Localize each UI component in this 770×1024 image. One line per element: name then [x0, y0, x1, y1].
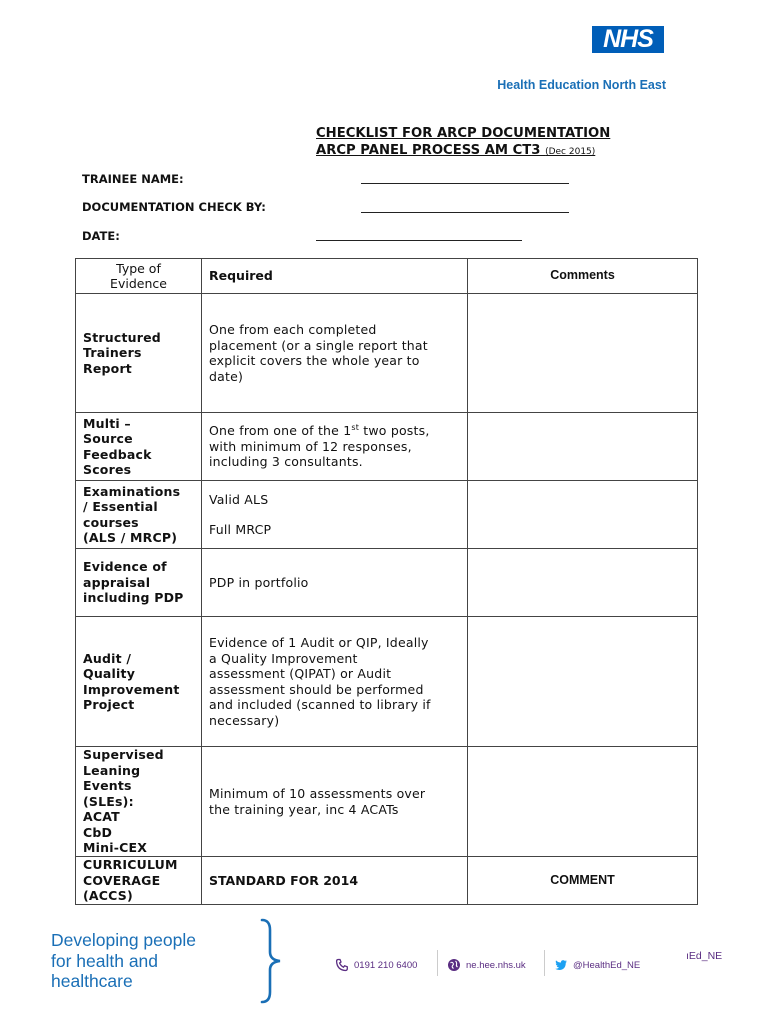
header-comments: Comments [468, 259, 698, 294]
nhs-logo: NHS [592, 26, 664, 53]
required-cell [202, 617, 468, 747]
type-line: Evidence of [83, 559, 167, 575]
phone-contact[interactable] [335, 958, 417, 972]
comments-cell[interactable] [468, 549, 698, 617]
required-line: One from each completed [209, 322, 377, 337]
required-text: One from one of the 1 [209, 423, 352, 439]
type-line: Report [83, 360, 132, 376]
footer-cut-handle: ıEd_NE [686, 950, 723, 962]
comments-cell[interactable] [468, 294, 698, 413]
type-line: including PDP [83, 590, 184, 606]
table-row [76, 413, 698, 481]
required-line: Minimum of 10 assessments over [209, 786, 426, 801]
comment-header-cell: COMMENT [468, 857, 698, 905]
type-line: (SLEs): [83, 793, 134, 809]
table-row-curriculum [76, 857, 698, 905]
trainee-name-label: TRAINEE NAME: [82, 172, 184, 186]
comments-cell[interactable] [468, 617, 698, 747]
table-row [76, 747, 698, 857]
trainee-name-line[interactable] [361, 183, 569, 184]
required-cell [202, 481, 468, 549]
checklist-table [75, 258, 698, 905]
required-line: placement (or a single report that [209, 337, 428, 353]
type-line: Multi – [83, 415, 131, 431]
type-line: Mini-CEX [83, 840, 148, 856]
type-line: CURRICULUM [83, 857, 178, 873]
required-superscript: st [351, 423, 360, 433]
type-line: (ALS / MRCP) [83, 530, 178, 545]
type-line: COVERAGE [83, 872, 161, 888]
title-line-2 [316, 142, 610, 161]
type-cell [76, 549, 202, 617]
type-line: Structured [83, 329, 161, 345]
document-title [316, 125, 610, 161]
type-line: Leaning [83, 762, 141, 778]
footer-divider [437, 950, 438, 976]
header-required: Required [202, 259, 468, 294]
required-line: date) [209, 368, 244, 384]
required-line: PDP in portfolio [209, 574, 309, 590]
tagline-line: healthcare [51, 971, 133, 991]
type-line: Scores [83, 462, 132, 477]
comments-cell[interactable] [468, 747, 698, 857]
table-row [76, 617, 698, 747]
type-line: CbD [83, 824, 113, 840]
type-cell [76, 747, 202, 857]
required-line: Valid ALS [209, 491, 269, 507]
type-cell [76, 413, 202, 481]
type-cell [76, 481, 202, 549]
twitter-icon [554, 958, 568, 972]
required-cell [202, 294, 468, 413]
type-line: / Essential [83, 499, 158, 514]
comments-cell[interactable] [468, 413, 698, 481]
type-line: Trainers [83, 345, 142, 361]
footer-tagline [51, 930, 251, 992]
required-line: Full MRCP [209, 522, 272, 537]
table-row [76, 294, 698, 413]
date-label: DATE: [82, 229, 120, 243]
required-cell [202, 747, 468, 857]
tagline-line: Developing people [51, 930, 196, 950]
standard-cell: STANDARD FOR 2014 [202, 857, 468, 905]
phone-icon [335, 958, 349, 972]
type-cell [76, 294, 202, 413]
phone-text: 0191 210 6400 [354, 959, 418, 971]
footer-divider [544, 950, 545, 976]
org-name: Health Education North East [497, 78, 666, 92]
required-line: with minimum of 12 responses, [209, 438, 412, 454]
documentation-check-line[interactable] [361, 212, 569, 213]
twitter-contact[interactable] [554, 958, 640, 972]
title-line-1: CHECKLIST FOR ARCP DOCUMENTATION [316, 126, 611, 141]
type-line: Examinations [83, 483, 181, 499]
required-line: explicit covers the whole year to [209, 353, 420, 368]
header-type-line1: Type of [116, 260, 161, 276]
required-line: necessary) [209, 712, 280, 728]
required-line: the training year, inc 4 ACATs [209, 801, 399, 817]
table-row [76, 481, 698, 549]
type-line: (ACCS) [83, 888, 133, 904]
comments-cell[interactable] [468, 481, 698, 549]
required-line: including 3 consultants. [209, 454, 363, 470]
header-type-of-evidence [76, 259, 202, 294]
type-line: Audit / [83, 650, 132, 666]
title-date-note: (Dec 2015) [545, 147, 596, 157]
website-contact[interactable] [447, 958, 526, 972]
required-line: assessment should be performed [209, 681, 424, 697]
type-line: Source [83, 431, 133, 446]
type-line: Project [83, 697, 135, 712]
required-line: Evidence of 1 Audit or QIP, Ideally [209, 635, 429, 650]
type-line: courses [83, 514, 139, 530]
required-line [209, 423, 460, 439]
twitter-text: @HealthEd_NE [573, 959, 641, 971]
required-cell [202, 549, 468, 617]
header-type-line2: Evidence [110, 276, 167, 291]
table-row [76, 549, 698, 617]
title-line-2-text: ARCP PANEL PROCESS AM CT3 [316, 143, 541, 158]
website-text: ne.hee.nhs.uk [466, 959, 526, 971]
date-line[interactable] [316, 240, 522, 241]
globe-icon [447, 958, 461, 972]
type-cell [76, 857, 202, 905]
type-line: Feedback [83, 446, 152, 462]
documentation-check-label: DOCUMENTATION CHECK BY: [82, 200, 266, 214]
type-line: ACAT [83, 809, 120, 825]
type-line: Events [83, 778, 132, 794]
required-line: and included (scanned to library if [209, 697, 431, 712]
table-header-row [76, 259, 698, 294]
type-cell [76, 617, 202, 747]
brace-graphic [258, 918, 288, 1004]
required-cell [202, 413, 468, 481]
spacer [209, 507, 460, 522]
type-line: Improvement [83, 681, 180, 697]
type-line: Quality [83, 666, 136, 681]
type-line: Supervised [83, 747, 164, 763]
type-line: appraisal [83, 574, 151, 590]
required-line: assessment (QIPAT) or Audit [209, 666, 392, 681]
required-line: a Quality Improvement [209, 650, 358, 666]
tagline-line: for health and [51, 950, 159, 971]
required-text: two posts, [359, 423, 430, 439]
